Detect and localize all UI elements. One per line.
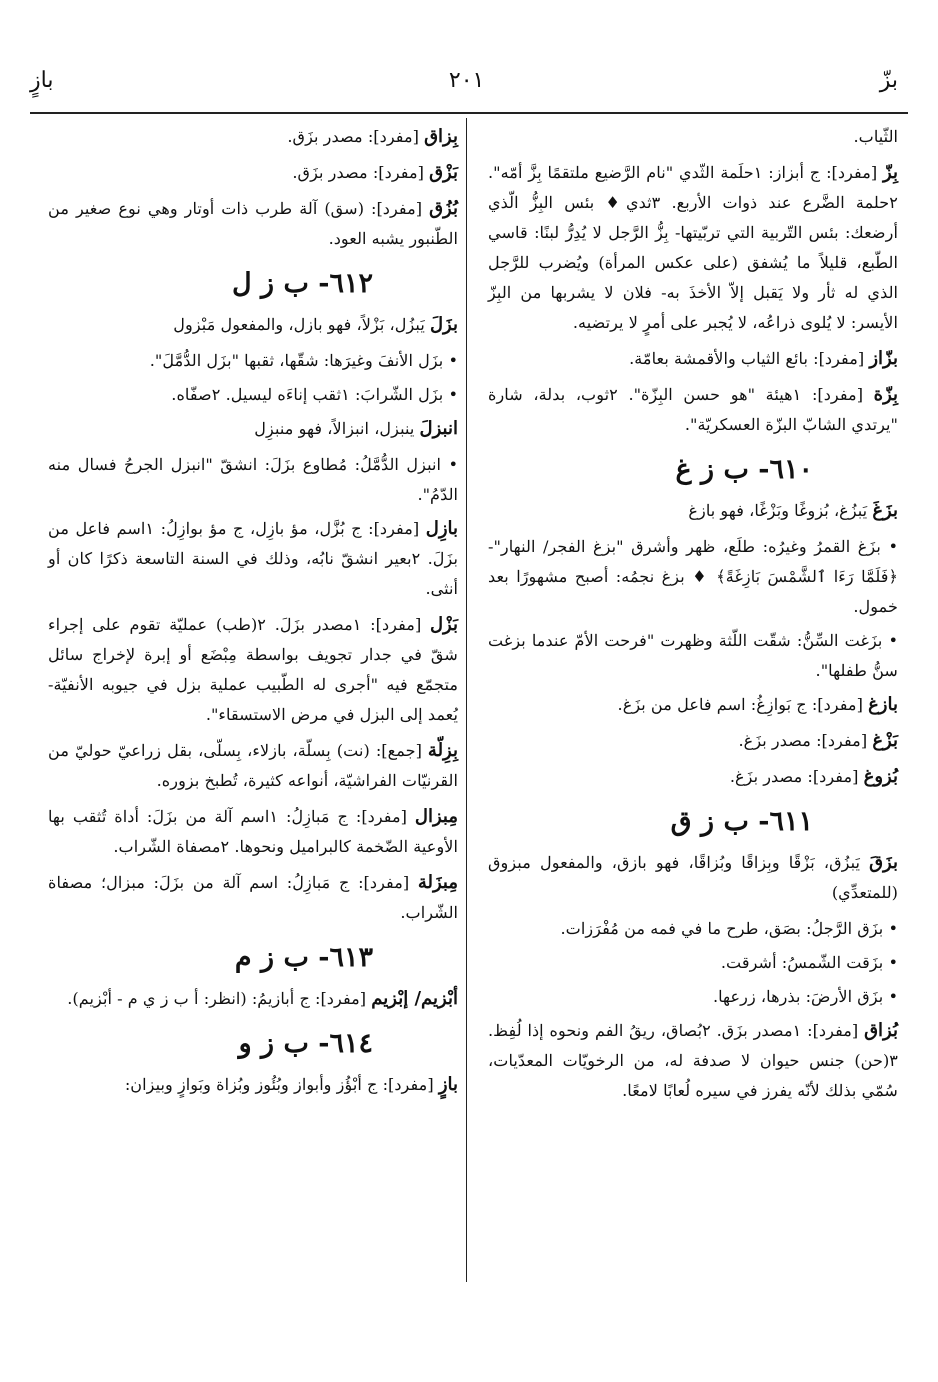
entry-headword: بَزْق	[429, 162, 458, 183]
entry-headword: بُزُق	[429, 198, 458, 219]
entry-definition: [مفرد]: ج بُزَّل، مؤ بازِل، ج مؤ بوازِلُ: ١اسم فاعل من بزَلَ. ٢بعير انشقّ نابُه، وذلك في السنة التاسعة ذكرًا كان أو أنثى.	[48, 519, 458, 598]
left-column	[48, 122, 458, 1106]
entry-headword: بِزِلّة	[427, 740, 458, 761]
header-right-word: بزّ	[879, 67, 898, 93]
entry-definition: [مفرد]: مصدر بزَغ.	[729, 767, 864, 786]
entry-headword: أبْزيم/ إبْزيم	[371, 988, 458, 1009]
dictionary-entry	[488, 158, 898, 338]
entry-definition: [مفرد]: ج مَبازِلُ: اسم آلة من بزَلَ: مبزال؛ مصفاة الشّراب.	[48, 873, 458, 922]
entry-headword: بزَغَ	[872, 500, 898, 521]
dictionary-entry	[488, 762, 898, 792]
entry-headword: بِزاق	[424, 126, 458, 147]
entry-definition: [مفرد]: ج أبازيمُ: (انظر: أ ب ز ي م - أبْزيم).	[67, 989, 372, 1008]
entry-definition: [مفرد]: مصدر بزَق.	[287, 127, 425, 146]
dictionary-entry	[488, 380, 898, 440]
root-heading: ٦١١- ب ز ق	[670, 806, 813, 837]
sense-bullet: • بزَق الرَّجلُ: بصَق، طرح ما في فمه من مُفْرَزات.	[560, 919, 898, 938]
page-number: ٢٠١	[448, 67, 485, 93]
right-column	[488, 122, 898, 1112]
entry-definition: [مفرد]: ١مصدر بزَق. ٢بُصاق، ريقُ الفم ونحوه إذا لُفِظ. ٣(حن) جنس حيوان لا صدفة له، من الرخويّات المعدّيات، سُمّي بذلك لأنّه يفرز في سيره لُعابًا لامعًا.	[488, 1021, 898, 1100]
entry-definition: [مفرد]: ١مصدر بزَلَ. ٢(طب) عمليّة تقوم على إجراء شقّ في جدار تجويف بواسطة مِبْضَع أو إبرة لإخراج سائل متجمّع فيه "أجرى له الطّبيب عملية بزل في جيوبه الأنفيّة- يُعمد إلى البزل في مرض الاستسقاء".	[48, 615, 458, 724]
entry-definition: [مفرد]: ج أبْؤُز وأبواز وبُئُوز وبُزاة وبَوازٍ وبيزان:	[124, 1075, 439, 1094]
sense-bullet: • بزَل الأنفَ وغيرَها: شقّها، ثقبها "بزَل الدُّمَّلَ".	[149, 351, 458, 370]
entry-headword: بِزّ	[883, 162, 898, 183]
entry-definition: [مفرد]: مصدر بزَق.	[292, 163, 430, 182]
dictionary-entry	[48, 610, 458, 730]
entry-headword: بِزّة	[873, 384, 899, 405]
sense-bullet: • انبزل الدُّمَّلُ: مُطاوع بزَلَ: انشقّ "انبزل الجرحُ فسال منه الدّمُ".	[48, 455, 458, 504]
entry-definition: [مفرد]: ج مَبازِلُ: ١اسم آلة من بزَلَ: أداة تُثقب بها الأوعية الضّخمة كالبراميل ونحوها. ٢مصفاة الشّراب.	[48, 807, 458, 856]
page-header	[30, 60, 898, 100]
entry-headword: مِبزَلة	[417, 872, 458, 893]
dictionary-entry	[488, 344, 898, 374]
entry-definition: ينبزل، انبزالاً، فهو منبزِل	[254, 419, 420, 438]
entry-headword: بزَلَ	[429, 314, 458, 335]
dictionary-entry	[48, 158, 458, 188]
dictionary-entry	[48, 1070, 458, 1100]
entry-definition: يَبزُق، بَزْقًا وبِزاقًا وبُزاقًا، فهو بازق، والمفعول مبزوق (للمتعدِّي)	[488, 853, 898, 902]
dictionary-entry	[48, 194, 458, 254]
dictionary-entry	[48, 984, 458, 1014]
entry-headword: بازٍ	[438, 1074, 458, 1095]
dictionary-entry	[488, 726, 898, 756]
entry-headword: مِبزال	[414, 806, 458, 827]
entry-headword: انبزلَ	[419, 418, 458, 439]
entry-definition: [مفرد]: بائع الثياب والأقمشة بعامّة.	[629, 349, 870, 368]
entry-headword: بازغ	[868, 694, 898, 715]
entry-definition: [مفرد]: ج بَوازِغُ: اسم فاعل من بزَغ.	[617, 695, 869, 714]
entry-headword: بُزاق	[864, 1020, 898, 1041]
dictionary-entry	[488, 690, 898, 720]
dictionary-entry	[48, 414, 458, 444]
root-heading: ٦١٤- ب ز و	[238, 1028, 373, 1059]
dictionary-entry	[488, 848, 898, 908]
entry-definition: [مفرد]: ١هيئة "هو حسن البِزّة". ٢ثوب، بدلة، شارة "يرتدي الشابّ البزّة العسكريّة".	[488, 385, 898, 434]
entry-definition: يَبزُغ، بُزوغًا وبَزْغًا، فهو بازغ	[688, 501, 873, 520]
sense-bullet: • بزَقت الشّمسُ: أشرقت.	[720, 953, 898, 972]
sense-bullet: • بزَغ القمرُ وغيرُه: طلَع، ظهر وأشرق "بزغ الفجر/ النهار"- ﴿فَلَمَّا رَءَا ٱلشَّمْسَ بَازِغَةً﴾ ♦ بزغ نجمُه: أصبح مشهورًا بعد خمول.	[488, 537, 898, 616]
sense-bullet: • بزَغت السِّنُّ: شقّت اللّثة وظهرت "فرحت الأمّ عندما بزغت سنُّ طفلها".	[488, 631, 898, 680]
header-rule	[30, 112, 908, 114]
entry-headword: بَزْل	[429, 614, 458, 635]
root-heading: ٦١٠- ب ز غ	[675, 454, 813, 485]
sense-bullet: • بزَق الأرضَ: بذرها، زرعها.	[712, 987, 898, 1006]
dictionary-entry	[48, 736, 458, 796]
entry-definition: يَبزُل، بَزْلاً، فهو بازل، والمفعول مَبْزول	[173, 315, 430, 334]
entry-headword: بُزوغ	[863, 766, 898, 787]
dictionary-entry	[48, 122, 458, 152]
dictionary-entry	[48, 514, 458, 604]
entry-headword: بَزْغ	[872, 730, 898, 751]
entry-definition: [مفرد]: (سق) آلة طرب ذات أوتار وهي نوع صغير من الطّنبور يشبه العود.	[48, 199, 458, 248]
root-heading: ٦١٢- ب ز ل	[232, 268, 373, 299]
root-heading: ٦١٣- ب ز م	[234, 942, 373, 973]
entry-text: الثّياب.	[853, 127, 898, 146]
entry-definition: [مفرد]: مصدر بزَغ.	[738, 731, 873, 750]
entry-headword: بازِل	[425, 518, 458, 539]
sense-bullet: • بزَل الشّرابَ: ١ثقب إناءَه ليسيل. ٢صفّاه.	[171, 385, 458, 404]
dictionary-entry	[488, 1016, 898, 1106]
entry-headword: بزّاز	[869, 348, 898, 369]
entry-headword: بزَقَ	[869, 852, 898, 873]
entry-definition: [جمع]: (نت) بِسلّة، بازلاء، بِسلّى، بقل زراعيّ حوليّ من القرنيّات الفراشيّة، أنواعه كثيرة، تُطبخ بزوره.	[48, 741, 458, 790]
dictionary-entry	[48, 310, 458, 340]
dictionary-entry	[48, 868, 458, 928]
entry-definition: [مفرد]: ج أبزاز: ١حلَمة الثّدي "نام الرَّضيع ملتقمًا بِزَّ أمّه". ٢حلمة الضَّرع عند ذوات الأربع. ٣ثدي♦ بئس البِزُّ الّذي أرضعك: بئس التّربية التي تربّيتها- بِزُّ الرَّجل لا يُدِرُّ لبنًا: قاسي الطّبع، قليلاً ما يُشفق (على عكس المرأة) ويُضرب للرَّجل الذي له ثأر ولا يَقبل إلاّ الأخذَ به- فلان لا يشربها من البِزّ الأيسر: لا يُلوى ذراعُه، لا يُجبر على أمرٍ لا يرتضيه.	[488, 163, 898, 332]
column-divider	[466, 118, 467, 1282]
header-left-word: بازٍ	[30, 67, 54, 93]
dictionary-entry	[488, 496, 898, 526]
dictionary-entry	[48, 802, 458, 862]
